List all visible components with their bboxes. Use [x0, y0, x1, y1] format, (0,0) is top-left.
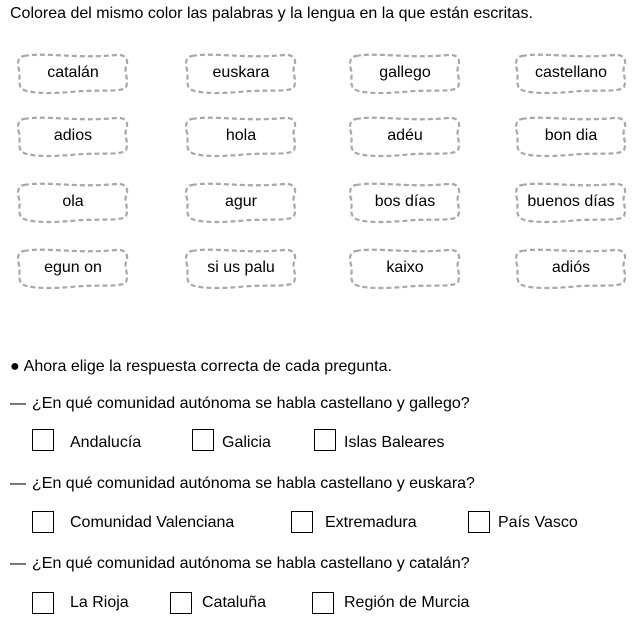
word-text: adios	[53, 127, 93, 144]
checkbox-islas-baleares[interactable]	[314, 429, 336, 451]
word-text: agur	[224, 193, 258, 210]
option-label-galicia: Galicia	[222, 434, 271, 451]
checkbox-extremadura[interactable]	[291, 511, 313, 533]
option-label-extremadura: Extremadura	[325, 514, 417, 531]
word-box[interactable]	[348, 115, 462, 157]
checkbox-cataluna[interactable]	[170, 592, 192, 614]
word-box[interactable]	[348, 52, 462, 94]
option-label-region-de-murcia: Región de Murcia	[344, 594, 470, 611]
option-label-la-rioja: La Rioja	[70, 594, 129, 611]
question-1	[10, 394, 470, 414]
word-box[interactable]	[514, 52, 628, 94]
word-box[interactable]	[184, 247, 298, 289]
word-text: hola	[225, 127, 257, 144]
checkbox-la-rioja[interactable]	[32, 592, 54, 614]
word-text: egun on	[44, 259, 102, 276]
checkbox-galicia[interactable]	[192, 429, 214, 451]
word-text: buenos días	[527, 193, 615, 210]
word-box[interactable]	[16, 52, 130, 94]
word-box[interactable]	[348, 181, 462, 223]
word-box[interactable]	[514, 115, 628, 157]
word-text: adiós	[551, 259, 591, 276]
word-box[interactable]	[184, 115, 298, 157]
word-text: gallego	[379, 64, 431, 81]
checkbox-andalucia[interactable]	[32, 429, 54, 451]
option-label-andalucia: Andalucía	[70, 434, 142, 451]
word-text: euskara	[212, 64, 270, 81]
word-box[interactable]	[348, 247, 462, 289]
word-text: castellano	[534, 64, 608, 81]
dash-marker: —	[10, 555, 26, 572]
checkbox-comunidad-valenciana[interactable]	[32, 511, 54, 533]
word-text: ola	[62, 193, 84, 210]
option-label-comunidad-valenciana: Comunidad Valenciana	[70, 514, 235, 531]
option-label-pais-vasco: País Vasco	[498, 514, 578, 531]
bullet-icon: ●	[10, 358, 20, 375]
dash-marker: —	[10, 475, 26, 492]
word-box[interactable]	[16, 181, 130, 223]
word-grid	[0, 0, 642, 300]
checkbox-pais-vasco[interactable]	[468, 511, 490, 533]
word-box[interactable]	[514, 181, 628, 223]
word-box[interactable]	[184, 52, 298, 94]
word-box[interactable]	[184, 181, 298, 223]
question-1-text: ¿En qué comunidad autónoma se habla castellano y gallego?	[32, 395, 470, 412]
word-box[interactable]	[514, 247, 628, 289]
question-2-text: ¿En qué comunidad autónoma se habla castellano y euskara?	[32, 475, 475, 492]
instruction-text: Colorea del mismo color las palabras y la lengua en la que están escritas.	[10, 5, 533, 22]
quiz-intro	[10, 357, 392, 377]
word-text: bos días	[374, 193, 436, 210]
word-text: si us palu	[207, 259, 275, 276]
word-text: kaixo	[386, 259, 424, 276]
question-3-text: ¿En qué comunidad autónoma se habla castellano y catalán?	[32, 555, 470, 572]
option-label-cataluna: Cataluña	[202, 594, 267, 611]
checkbox-region-de-murcia[interactable]	[312, 592, 334, 614]
word-text: catalán	[47, 64, 99, 81]
question-2	[10, 474, 475, 494]
word-box[interactable]	[16, 115, 130, 157]
word-text: adéu	[387, 127, 423, 144]
option-label-islas-baleares: Islas Baleares	[344, 434, 445, 451]
question-3	[10, 554, 470, 574]
quiz-intro-text: Ahora elige la respuesta correcta de cada pregunta.	[23, 358, 392, 375]
dash-marker: —	[10, 395, 26, 412]
word-box[interactable]	[16, 247, 130, 289]
word-text: bon dia	[544, 127, 598, 144]
